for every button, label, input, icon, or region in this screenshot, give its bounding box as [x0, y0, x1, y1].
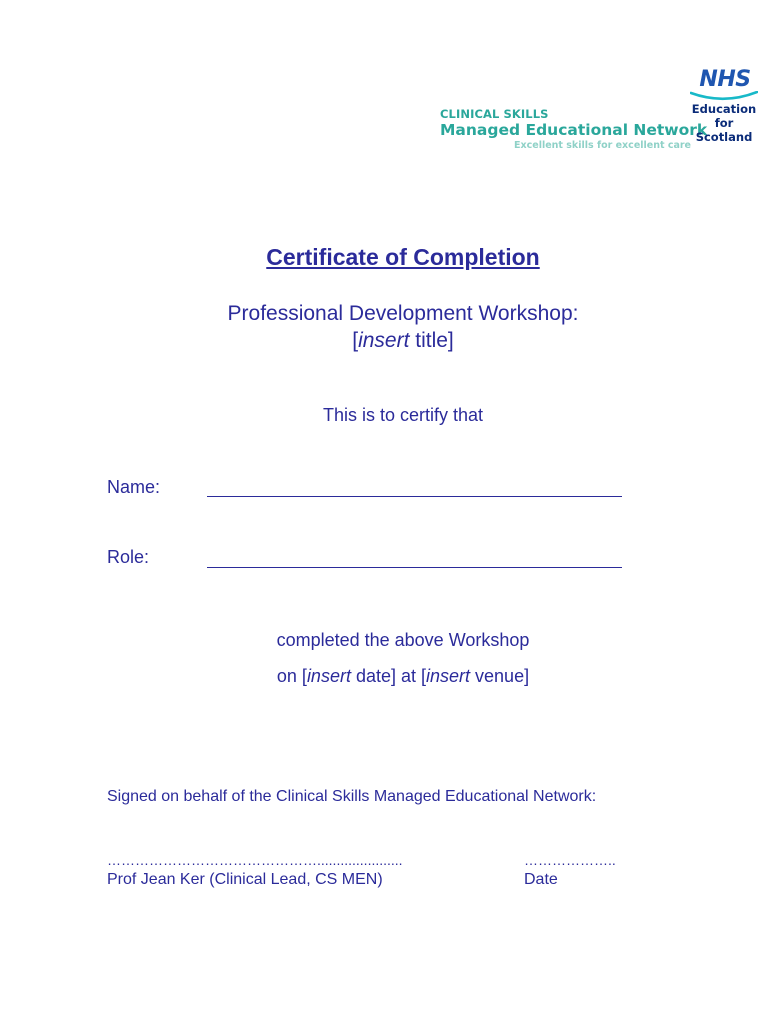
on-prefix: on [: [276, 666, 307, 686]
date-venue-line: [0, 666, 770, 687]
signed-on-behalf-text: Signed on behalf of the Clinical Skills Managed Educational Network:: [107, 788, 597, 805]
logo-line-clinical-skills: CLINICAL SKILLS: [440, 107, 549, 121]
date-dotted-line: ………………..: [524, 852, 616, 868]
logo-line-managed-network: Managed Educational Network: [440, 121, 708, 139]
nhs-swoosh-icon: [690, 91, 758, 101]
workshop-line: Professional Development Workshop:: [227, 302, 579, 325]
role-label: Role:: [107, 547, 150, 567]
role-blank-line: [207, 567, 622, 568]
name-blank-line: [207, 496, 622, 497]
clinical-skills-men-logo: [440, 107, 708, 152]
nhs-wordmark: NHS: [699, 67, 751, 92]
certificate-title: Certificate of Completion: [266, 244, 540, 270]
nhs-sub-education: Education: [691, 102, 757, 116]
title-word: title]: [409, 329, 454, 352]
venue-rest: venue]: [470, 666, 530, 686]
insert-word: insert: [358, 329, 410, 352]
venue-insert-word: insert: [426, 666, 471, 686]
completed-text: completed the above Workshop: [276, 630, 530, 650]
signer-dotted-line: ………………………………………......................: [107, 852, 403, 868]
signer-name: Prof Jean Ker (Clinical Lead, CS MEN): [107, 871, 383, 888]
date-label: Date: [524, 871, 558, 888]
logo-tagline: Excellent skills for excellent care: [514, 140, 691, 151]
nhs-sub-scotland: Scotland: [695, 130, 753, 144]
date-mid: date] at [: [350, 666, 427, 686]
workshop-title-placeholder: [0, 327, 770, 354]
bracket-open: [: [352, 329, 359, 352]
name-label: Name:: [107, 477, 161, 497]
date-insert-word: insert: [306, 666, 351, 686]
nhs-education-scotland-logo: [689, 68, 759, 144]
certify-text: This is to certify that: [322, 405, 484, 425]
workshop-heading: [0, 300, 770, 354]
nhs-sub-for: for: [714, 116, 734, 130]
